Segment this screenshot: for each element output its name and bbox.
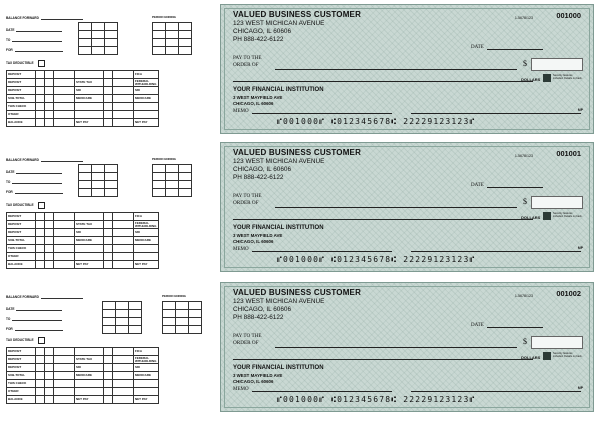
company-phone: PH 888-422-6122 (233, 36, 284, 43)
company-address-line1: 123 WEST MICHICAN AVENUE (233, 158, 325, 165)
amount-words-line[interactable] (233, 81, 533, 82)
tax-deductible-label: TAX DEDUCTIBLE (6, 202, 34, 207)
routing-fraction: 1-5678/123 (514, 16, 533, 20)
bank-address-line1: 3 WEST MAYFIELD AVE (233, 233, 283, 238)
stub-to-row[interactable] (6, 36, 62, 42)
date-field[interactable] (471, 323, 543, 328)
stub-date-row[interactable] (6, 26, 62, 32)
date-label: DATE (471, 183, 484, 188)
company-name: VALUED BUSINESS CUSTOMER (233, 148, 362, 157)
stub-hours-grid-right (152, 164, 192, 197)
company-address-line2: CHICAGO, IL 60606 (233, 166, 292, 173)
balance-forward-row (6, 14, 83, 20)
stub-hours-grid (78, 22, 118, 55)
amount-box[interactable] (531, 336, 583, 349)
bank-name: YOUR FINANCIAL INSTITUTION (233, 365, 324, 371)
check (220, 4, 594, 134)
dollars-label: DOLLARS (521, 215, 541, 220)
security-features-text: Security features included. Details on back. (553, 74, 583, 80)
stub-ledger: DEPOSIT FICA DEPOSIT STATE TAX FEDERAL WITHHOLDING DEPOSIT SDI SDI SUB-TOTAL MEDICARE MEDICARE THIS CHECK OTHER BALANCE NET PAY NET PAY (6, 347, 159, 404)
dollars-label: DOLLARS (521, 355, 541, 360)
check-number: 001002 (556, 289, 581, 298)
company-phone: PH 888-422-6122 (233, 174, 284, 181)
check-number: 001000 (556, 11, 581, 20)
pay-to-label: PAY TO THE ORDER OF (233, 193, 262, 206)
check-stub (2, 8, 212, 142)
bank-address-line1: 3 WEST MAYFIELD AVE (233, 95, 283, 100)
company-address-line2: CHICAGO, IL 60606 (233, 28, 292, 35)
lock-icon (543, 352, 551, 360)
company-name: VALUED BUSINESS CUSTOMER (233, 288, 362, 297)
memo-field[interactable] (233, 247, 392, 252)
stub-to-row[interactable] (6, 315, 62, 321)
amount-box[interactable] (531, 58, 583, 71)
amount-words-line[interactable] (233, 219, 533, 220)
date-field[interactable] (471, 45, 543, 50)
memo-label: MEMO (233, 387, 249, 392)
bank-address-line1: 3 WEST MAYFIELD AVE (233, 373, 283, 378)
stub-hours-grid-right (162, 301, 202, 334)
payee-line[interactable] (275, 69, 517, 70)
stub-ledger: DEPOSIT FICA DEPOSIT STATE TAX FEDERAL WITHHOLDING DEPOSIT SDI SDI SUB-TOTAL MEDICARE MEDICARE THIS CHECK OTHER BALANCE NET PAY NET PAY (6, 212, 159, 269)
stub-to-row[interactable] (6, 178, 62, 184)
date-label: DATE (471, 323, 484, 328)
stub-for-label: FOR (6, 189, 13, 194)
check-number: 001001 (556, 149, 581, 158)
dollar-sign: $ (523, 197, 527, 206)
payee-line[interactable] (275, 207, 517, 208)
memo-field[interactable] (233, 109, 392, 114)
payee-line[interactable] (275, 347, 517, 348)
routing-fraction: 1-5678/123 (514, 154, 533, 158)
company-phone: PH 888-422-6122 (233, 314, 284, 321)
date-field[interactable] (471, 183, 543, 188)
micr-line: ⑈001000⑈ ⑆012345678⑆ 22229123123⑈ (277, 255, 476, 264)
bank-address-line2: CHICAGO, IL 60606 (233, 101, 274, 106)
stub-date-row[interactable] (6, 305, 62, 311)
stub-hours-grid-right (152, 22, 192, 55)
dollar-sign: $ (523, 59, 527, 68)
security-features-text: Security features included. Details on back. (553, 352, 583, 358)
stub-to-label: TO (6, 179, 11, 184)
stub-hours-grid (102, 301, 142, 334)
stub-for-row[interactable] (6, 325, 63, 331)
company-address-line1: 123 WEST MICHICAN AVENUE (233, 298, 325, 305)
memo-field[interactable] (233, 387, 392, 392)
signature-line[interactable] (411, 391, 581, 392)
stub-hours-grid (78, 164, 118, 197)
amount-box[interactable] (531, 196, 583, 209)
stub-for-row[interactable] (6, 46, 63, 52)
routing-fraction: 1-5678/123 (514, 294, 533, 298)
stub-date-row[interactable] (6, 168, 62, 174)
company-address-line2: CHICAGO, IL 60606 (233, 306, 292, 313)
lock-icon (543, 74, 551, 82)
period-ending-label: PERIOD ENDING (152, 157, 177, 161)
balance-forward-row (6, 293, 83, 299)
company-address-line1: 123 WEST MICHICAN AVENUE (233, 20, 325, 27)
balance-forward-row (6, 156, 83, 162)
period-ending-label: PERIOD ENDING (152, 15, 177, 19)
stub-for-label: FOR (6, 326, 13, 331)
tax-deductible-checkbox[interactable] (38, 337, 45, 344)
tax-deductible-label: TAX DEDUCTIBLE (6, 337, 34, 342)
tax-deductible-label: TAX DEDUCTIBLE (6, 60, 34, 65)
date-label: DATE (471, 45, 484, 50)
balance-forward-label: BALANCE FORWARD (6, 157, 39, 162)
security-features-text: Security features included. Details on back. (553, 212, 583, 218)
amount-words-line[interactable] (233, 359, 533, 360)
memo-label: MEMO (233, 109, 249, 114)
check-stub (2, 287, 212, 421)
stub-ledger: DEPOSIT FICA DEPOSIT STATE TAX FEDERAL WITHHOLDING DEPOSIT SDI SDI SUB-TOTAL MEDICARE MEDICARE THIS CHECK OTHER BALANCE NET PAY NET PAY (6, 70, 159, 127)
period-ending-label: PERIOD ENDING (162, 294, 187, 298)
bank-address-line2: CHICAGO, IL 60606 (233, 239, 274, 244)
check (220, 142, 594, 272)
signature-line[interactable] (411, 251, 581, 252)
mp-mark: MP (577, 246, 583, 250)
tax-deductible-row[interactable] (6, 202, 45, 209)
stub-to-label: TO (6, 37, 11, 42)
pay-to-label: PAY TO THE ORDER OF (233, 333, 262, 346)
balance-forward-label: BALANCE FORWARD (6, 294, 39, 299)
lock-icon (543, 212, 551, 220)
balance-forward-label: BALANCE FORWARD (6, 15, 39, 20)
memo-label: MEMO (233, 247, 249, 252)
dollars-label: DOLLARS (521, 77, 541, 82)
tax-deductible-checkbox[interactable] (38, 60, 45, 67)
bank-address-line2: CHICAGO, IL 60606 (233, 379, 274, 384)
bank-name: YOUR FINANCIAL INSTITUTION (233, 225, 324, 231)
stub-for-row[interactable] (6, 188, 63, 194)
signature-line[interactable] (411, 113, 581, 114)
tax-deductible-row[interactable] (6, 60, 45, 67)
stub-for-label: FOR (6, 47, 13, 52)
check (220, 282, 594, 412)
stub-to-label: TO (6, 316, 11, 321)
mp-mark: MP (577, 108, 583, 112)
micr-line: ⑈001000⑈ ⑆012345678⑆ 22229123123⑈ (277, 117, 476, 126)
bank-name: YOUR FINANCIAL INSTITUTION (233, 87, 324, 93)
company-name: VALUED BUSINESS CUSTOMER (233, 10, 362, 19)
mp-mark: MP (577, 386, 583, 390)
stub-date-label: DATE (6, 27, 15, 32)
micr-line: ⑈001000⑈ ⑆012345678⑆ 22229123123⑈ (277, 395, 476, 404)
pay-to-label: PAY TO THE ORDER OF (233, 55, 262, 68)
tax-deductible-row[interactable] (6, 337, 45, 344)
dollar-sign: $ (523, 337, 527, 346)
check-stub (2, 150, 212, 284)
stub-date-label: DATE (6, 306, 15, 311)
stub-date-label: DATE (6, 169, 15, 174)
tax-deductible-checkbox[interactable] (38, 202, 45, 209)
